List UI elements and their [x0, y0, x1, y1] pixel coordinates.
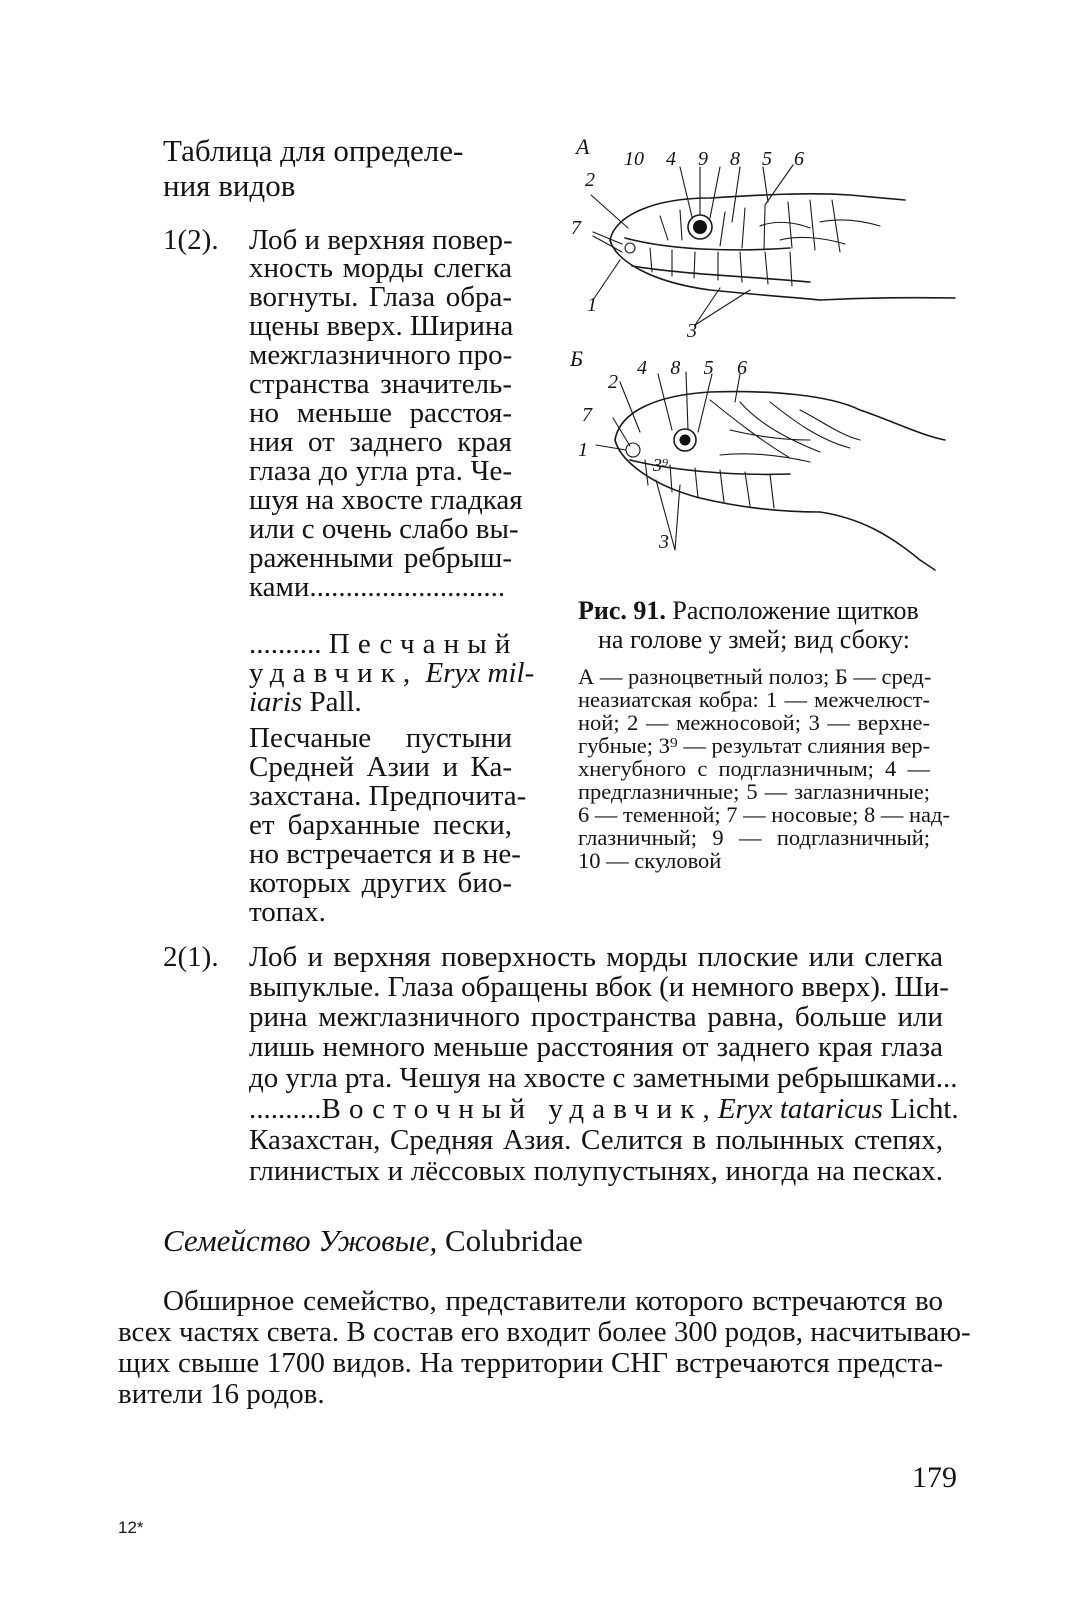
section-heading-russian: Семейство Ужовые, [163, 1223, 438, 1258]
species-entry-2 [249, 1093, 959, 1125]
figure-callout: 4 [666, 148, 676, 170]
key-title-line-2: ния видов [163, 168, 296, 203]
legend-line: глазничный; 9 — подглазничный; [578, 825, 930, 850]
figure-caption-title [578, 598, 919, 624]
figure-caption-number: Рис. 91. [578, 596, 666, 625]
figure-callout: 5 [703, 357, 714, 379]
section-heading [163, 1223, 583, 1258]
habitat-line: которых других био- [249, 867, 512, 899]
figure-callout: 10 [624, 148, 644, 170]
couplet-1-line: хность морды слегка [249, 252, 512, 284]
couplet-1-line: межглазничного про- [249, 339, 513, 371]
figure-callout: 1 [587, 294, 597, 316]
species-entry-1-cont2 [249, 688, 362, 717]
section-heading-latin: Colubridae [444, 1223, 583, 1258]
couplet-1-line: или с очень слабо вы- [249, 513, 519, 545]
paragraph-line: щих свыше 1700 видов. На территории СНГ встречаются предста- [118, 1347, 943, 1379]
figure-caption-text: Расположение щитков [672, 596, 919, 625]
species-entry-1-cont [249, 659, 534, 688]
species-author: Pall. [309, 686, 362, 718]
couplet-2-line: Лоб и верхняя поверхность морды плоские или слегка [249, 941, 943, 973]
habitat-line: глинистых и лёссовых полупустынях, иногда на песках. [249, 1155, 943, 1187]
couplet-1-line: вогнуты. Глаза обра- [249, 281, 512, 313]
species-latin-name: iaris [249, 686, 303, 718]
habitat-line: Средней Азии и Ка- [249, 751, 512, 783]
leader-dots: .......... [249, 628, 322, 660]
couplet-1-line: щены вверх. Ширина [249, 310, 514, 342]
couplet-2-line: лишь немного меньше расстояния от заднего края глаза [249, 1031, 943, 1063]
figure-callout: 5 [762, 148, 772, 170]
figure-callout: 1 [578, 439, 588, 461]
couplet-1-line: раженными ребрыш- [249, 542, 512, 574]
couplet-1-line: ками........................... [249, 573, 506, 602]
habitat-line: топах. [249, 896, 326, 928]
key-title-line-1: Таблица для определе- [163, 133, 464, 168]
couplet-1-line: ния от заднего края [249, 426, 512, 458]
legend-line: ной; 2 — межносовой; 3 — верхне- [578, 710, 930, 735]
snake-head-illustration [560, 140, 960, 580]
leader-dots: .......... [249, 1093, 322, 1125]
legend-line: хнегубного с подглазничным; 4 — [578, 756, 930, 781]
figure-caption-text: на голове у змей; вид сбоку: [598, 625, 910, 654]
figure-callout: 4 [637, 357, 647, 379]
figure-label-a: А [576, 134, 590, 159]
couplet-1-line: шуя на хвосте гладкая [249, 484, 523, 516]
printer-signature: 12* [118, 1518, 144, 1537]
legend-line: 6 — теменной; 7 — носовые; 8 — над- [578, 802, 950, 827]
habitat-line: захстана. Предпочита- [249, 780, 527, 812]
figure-a-top-numbers [624, 149, 804, 169]
legend-line: неазиатская кобра: 1 — межчелюст- [578, 687, 930, 712]
species-author: Licht. [890, 1093, 959, 1125]
habitat-line: Песчаные пустыни [249, 722, 512, 754]
habitat-line: но встречается и в не- [249, 838, 521, 870]
legend-line: губные; 3⁹ — результат слияния вер- [578, 733, 931, 758]
paragraph-line: Обширное семейство, представители которого встречаются во [163, 1285, 943, 1317]
figure-callout: 6 [794, 148, 804, 170]
couplet-1-number: 1(2). [163, 224, 219, 256]
couplet-1-line: Лоб и верхняя повер- [249, 224, 513, 256]
figure-callout: 7 [571, 217, 581, 239]
figure-callout: 3 [659, 531, 669, 553]
figure-label-b: Б [570, 346, 583, 371]
paragraph-line: вители 16 родов. [118, 1378, 325, 1410]
page-number: 179 [912, 1461, 957, 1494]
couplet-2-line: до угла рта. Чешуя на хвосте с заметными ребрышками... [249, 1062, 958, 1094]
figure-callout: 9 [698, 148, 708, 170]
species-entry-1 [249, 630, 519, 659]
species-common-name: удавчик, [249, 657, 419, 689]
figure-callout: 2 [608, 371, 618, 393]
snake-head-a [591, 165, 955, 325]
figure-callout: 8 [670, 357, 681, 379]
legend-line: предглазничные; 5 — заглазничные; [578, 779, 930, 804]
figure-callout: 6 [736, 357, 747, 379]
couplet-2-line: рина межглазничного пространства равна, больше или [249, 1001, 943, 1033]
paragraph-line: всех частях света. В состав его входит более 300 родов, насчитываю- [118, 1316, 971, 1348]
figure-callout: 7 [582, 404, 592, 426]
figure-callout: 2 [585, 169, 595, 191]
species-common-name: Восточный удавчик, [321, 1093, 718, 1125]
species-latin-name: Eryx mil- [425, 657, 535, 689]
figure-callout: 8 [730, 148, 740, 170]
couplet-2-line: выпуклые. Глаза обращены вбок (и немного вверх). Ши- [249, 971, 949, 1003]
species-common-name: Песчаный [328, 628, 519, 660]
couplet-1-line: странства значитель- [249, 368, 512, 400]
couplet-1-line: глаза до угла рта. Че- [249, 455, 512, 487]
legend-line: 10 — скуловой [578, 848, 722, 873]
habitat-line: Казахстан, Средняя Азия. Селится в полынных степях, [249, 1124, 943, 1156]
figure-callout: 3 [687, 320, 697, 342]
snake-head-b [596, 372, 945, 570]
species-latin-name: Eryx tataricus [717, 1093, 883, 1125]
habitat-line: ет барханные пески, [249, 809, 512, 841]
couplet-2-number: 2(1). [163, 941, 219, 973]
figure-callout: 3⁹ [653, 455, 669, 475]
couplet-1-line: но меньше расстоя- [249, 397, 512, 429]
figure-b-top-numbers [637, 358, 747, 378]
legend-line: А — разноцветный полоз; Б — сред- [578, 664, 932, 689]
